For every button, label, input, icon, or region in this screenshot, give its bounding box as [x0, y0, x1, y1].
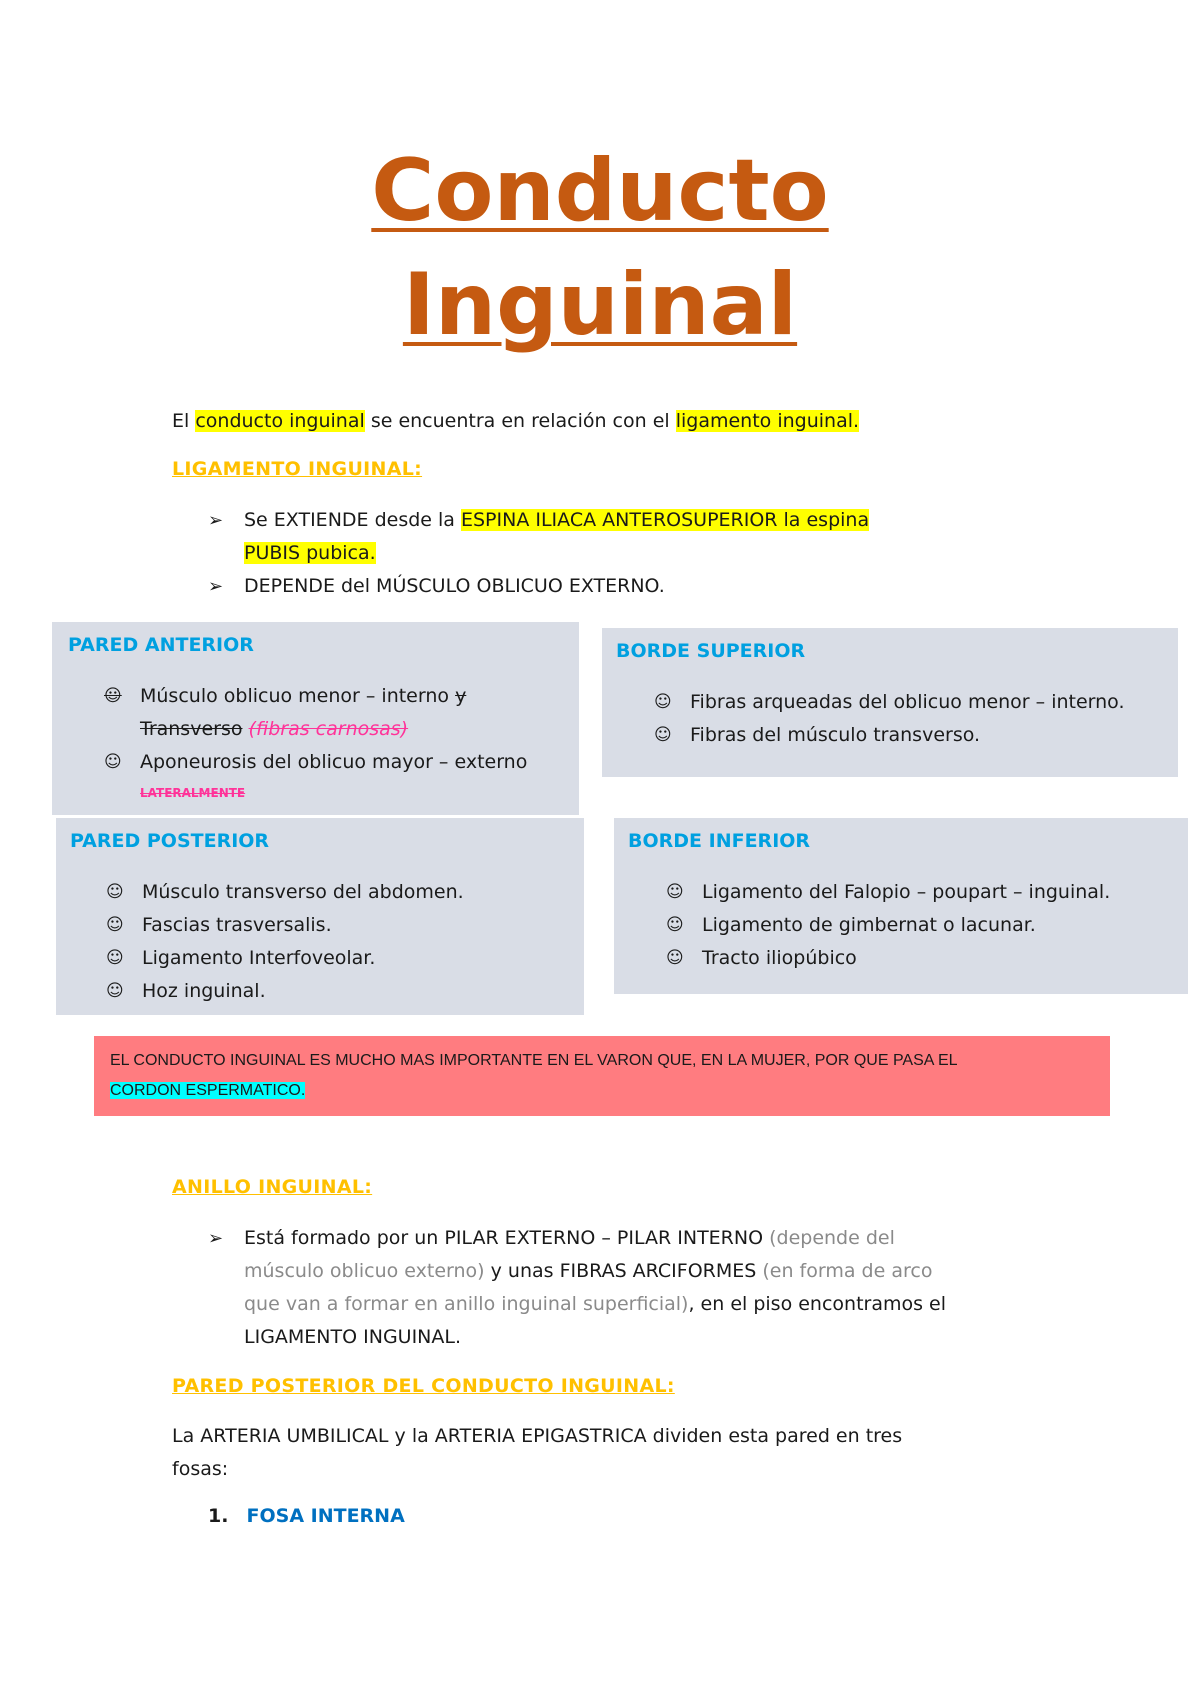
- intro-highlight-1: conducto inguinal: [195, 410, 365, 432]
- pared-post-conducto-line-b: fosas:: [172, 1458, 229, 1480]
- list-item: [104, 746, 527, 779]
- fosa-item: [208, 1500, 405, 1533]
- page-title-line-1: Conducto: [371, 141, 829, 241]
- smiley-icon: ☺: [106, 915, 124, 935]
- pared-post-conducto-line-a: La ARTERIA UMBILICAL y la ARTERIA EPIGASTRICA dividen esta pared en tres: [172, 1425, 903, 1447]
- list-item: [104, 713, 527, 746]
- pared-posterior-box: [56, 818, 584, 1015]
- pared-anterior-item1-strike: y: [455, 685, 467, 707]
- borde-superior-list: [654, 686, 1125, 752]
- lateralmente-note: LATERALMENTE: [140, 786, 246, 800]
- pared-posterior-list: [106, 876, 464, 1008]
- fosa-label: FOSA INTERNA: [246, 1505, 405, 1527]
- ligamento-heading: LIGAMENTO INGUINAL:: [172, 458, 423, 480]
- anillo-grey-2b: que van a formar en anillo inguinal superficial): [244, 1293, 689, 1315]
- list-item: [172, 1222, 1132, 1354]
- pared-anterior-list: [104, 680, 527, 779]
- smiley-icon: ☺: [104, 752, 122, 772]
- list-item: [666, 876, 1110, 909]
- pared-posterior-item: Fascias trasversalis.: [142, 914, 332, 936]
- ligamento-b2-text: DEPENDE del MÚSCULO OBLICUO EXTERNO.: [244, 575, 665, 597]
- anillo-grey-1b: músculo oblicuo externo): [244, 1260, 485, 1282]
- pared-anterior-item1-pink: (fibras carnosas): [248, 718, 409, 740]
- alert-line-2: CORDON ESPERMATICO.: [110, 1082, 306, 1099]
- list-item: [172, 504, 1072, 570]
- list-item: [654, 719, 1125, 752]
- ligamento-b1-highlight-b: PUBIS pubica.: [244, 542, 376, 564]
- pared-anterior-box: [52, 622, 579, 815]
- intro-paragraph: [172, 405, 859, 438]
- ligamento-b1-highlight-a: ESPINA ILIACA ANTEROSUPERIOR la espina: [460, 509, 870, 531]
- smiley-icon: ☺: [666, 915, 684, 935]
- intro-highlight-2: ligamento inguinal.: [675, 410, 860, 432]
- smiley-icon: ☺: [106, 981, 124, 1001]
- pared-anterior-item2-text: Aponeurosis del oblicuo mayor – externo: [140, 751, 528, 773]
- anillo-text-2: y unas FIBRAS ARCIFORMES: [484, 1260, 763, 1282]
- list-item: [666, 909, 1110, 942]
- list-item: [172, 570, 1072, 603]
- borde-superior-box: [602, 628, 1178, 777]
- intro-text-2: se encuentra en relación con el: [364, 410, 676, 432]
- list-item: [104, 680, 527, 713]
- ligamento-b1-text: Se EXTIENDE desde la: [244, 509, 461, 531]
- pared-anterior-item1-strike-b: Transverso: [140, 718, 243, 740]
- smiley-icon: ☺: [666, 948, 684, 968]
- smiley-icon: ☺: [654, 692, 672, 712]
- borde-inferior-heading: BORDE INFERIOR: [628, 830, 811, 852]
- pared-anterior-item1-text: Músculo oblicuo menor – interno: [140, 685, 456, 707]
- smiley-icon: ☺: [654, 725, 672, 745]
- borde-superior-item: Fibras del músculo transverso.: [690, 724, 981, 746]
- list-item: [106, 975, 464, 1008]
- borde-inferior-item: Tracto iliopúbico: [702, 947, 857, 969]
- borde-inferior-box: [614, 818, 1188, 994]
- list-item: [654, 686, 1125, 719]
- list-item: [106, 942, 464, 975]
- pared-post-conducto-heading: PARED POSTERIOR DEL CONDUCTO INGUINAL:: [172, 1375, 675, 1397]
- arrow-bullet-icon: ➢: [208, 576, 224, 597]
- pared-posterior-item: Hoz inguinal.: [142, 980, 266, 1002]
- pared-posterior-item: Músculo transverso del abdomen.: [142, 881, 464, 903]
- anillo-list: [172, 1222, 1132, 1354]
- fosa-number: 1.: [208, 1505, 229, 1527]
- anillo-text-4: LIGAMENTO INGUINAL.: [244, 1326, 462, 1348]
- pared-post-conducto-paragraph: [172, 1420, 1132, 1486]
- pared-anterior-heading: PARED ANTERIOR: [68, 634, 254, 656]
- arrow-bullet-icon: ➢: [208, 1228, 224, 1249]
- list-item: [666, 942, 1110, 975]
- anillo-text-1: Está formado por un PILAR EXTERNO – PILAR INTERNO: [244, 1227, 770, 1249]
- borde-superior-heading: BORDE SUPERIOR: [616, 640, 806, 662]
- anillo-heading: ANILLO INGUINAL:: [172, 1176, 373, 1198]
- alert-box: [94, 1036, 1110, 1116]
- alert-line-1: EL CONDUCTO INGUINAL ES MUCHO MAS IMPORTANTE EN EL VARON QUE, EN LA MUJER, POR QUE PASA EL: [110, 1052, 958, 1069]
- borde-inferior-item: Ligamento de gimbernat o lacunar.: [702, 914, 1036, 936]
- borde-inferior-list: [666, 876, 1110, 975]
- arrow-bullet-icon: ➢: [208, 510, 224, 531]
- anillo-grey-2a: (en forma de arco: [762, 1260, 933, 1282]
- smiley-icon: ☺: [106, 882, 124, 902]
- smiley-icon: ☺: [666, 882, 684, 902]
- borde-inferior-item: Ligamento del Falopio – poupart – inguinal.: [702, 881, 1111, 903]
- page-title-line-2: Inguinal: [402, 255, 798, 355]
- list-item: [106, 876, 464, 909]
- anillo-grey-1a: (depende del: [769, 1227, 895, 1249]
- borde-superior-item: Fibras arqueadas del oblicuo menor – interno.: [690, 691, 1125, 713]
- pared-posterior-heading: PARED POSTERIOR: [70, 830, 270, 852]
- smiley-icon: ☺: [106, 948, 124, 968]
- ligamento-list: [172, 504, 1072, 603]
- pared-posterior-item: Ligamento Interfoveolar.: [142, 947, 376, 969]
- intro-text-1: El: [172, 410, 196, 432]
- anillo-text-3: , en el piso encontramos el: [688, 1293, 947, 1315]
- list-item: [106, 909, 464, 942]
- smiley-icon: ☺: [104, 686, 122, 706]
